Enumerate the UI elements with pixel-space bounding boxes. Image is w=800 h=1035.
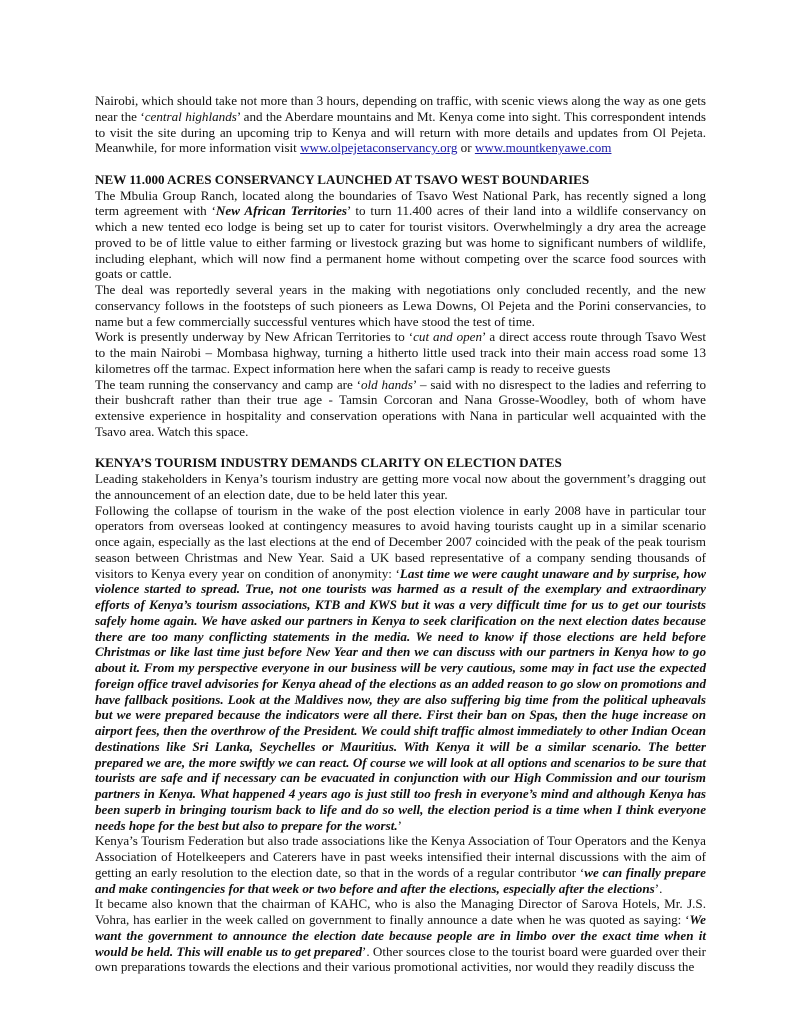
- tsavo-paragraph-4: [95, 377, 706, 440]
- emphasis-cut-and-open: cut and open: [413, 329, 483, 345]
- emphasis-new-african-territories: New African Territories: [215, 203, 348, 219]
- text: The team running the conservancy and camp are ‘: [95, 376, 361, 392]
- text: ’.: [654, 880, 663, 896]
- quote-vohra: We want the government to announce the election date because people are in limbo over the exact time when it would be held. This will enable us to get prepared: [95, 912, 706, 959]
- intro-text-2: ’ and the Aberdare mountains and Mt. Kenya come into sight. This correspondent intends to visit the site during an upcoming trip to Kenya and will return with more details and updates from Ol Pejeta. Meanwhile, for more information visit: [95, 108, 707, 156]
- text: Kenya’s Tourism Federation but also trade associations like the Kenya Association of Tour Operators and the Kenya Association of Hotelkeepers and Caterers have in past weeks intensified their internal discussions with the aim of getting an early resolution to the election date, so that in the words of a regular contributor ‘: [95, 833, 706, 880]
- tsavo-paragraph-2: The deal was reportedly several years in the making with negotiations only concluded recently, and the new conservancy follows in the footsteps of such pioneers as Lewa Downs, Ol Pejeta and the Porini conservancies, to name but a few commercially successful ventures which have stood the test of time.: [95, 282, 706, 329]
- text: ’. Other sources close to the tourist board were guarded over their own preparations towards the elections and their various promotional activities, nor would they readily discuss the: [95, 943, 706, 975]
- text: It became also known that the chairman of KAHC, who is also the Managing Director of Sarova Hotels, Mr. J.S. Vohra, has earlier in the week called on government to finally announce a date when he was quoted as saying: ‘: [95, 896, 706, 927]
- intro-paragraph: [95, 93, 706, 156]
- text: The Mbulia Group Ranch, located along the boundaries of Tsavo West National Park, has recently signed a long term agreement with ‘: [95, 187, 706, 219]
- document-page: [95, 93, 706, 975]
- text: ’ – said with no disrespect to the ladies and referring to their bushcraft rather than their true age - Tamsin Corcoran and Nana Grosse-Woodley, both of whom have extensive experience in hospitality and conservation operations with Nana in particular well acquainted with the Tsavo area. Watch this space.: [95, 376, 707, 439]
- text: Following the collapse of tourism in the wake of the post election violence in early 2008 have in particular tour operators from overseas looked at contingency measures to avoid having tourists caught up in a similar scenario once again, especially as the last elections at the end of December 2007 coincided with the peak of the peak tourism season between Christmas and New Year. Said a UK based representative of a company sending thousands of visitors to Kenya every year on condition of anonymity: ‘: [95, 502, 706, 581]
- text: ’ to turn 11.400 acres of their land into a wildlife conservancy on which a new tented eco lodge is being set up to cater for tourist visitors. Overwhelmingly a dry area the acreage proved to be of little value to either farming or livestock grazing but was home to significant numbers of wildlife, including elephant, which will now find a permanent home without competing over the scarce food sources with goats or cattle.: [95, 203, 706, 282]
- tsavo-paragraph-3: [95, 329, 706, 376]
- section-heading-elections: KENYA’S TOURISM INDUSTRY DEMANDS CLARITY ON ELECTION DATES: [95, 455, 562, 471]
- intro-italic-central-highlands: central highlands: [144, 108, 237, 124]
- text: ’ a direct access route through Tsavo West to the main Nairobi – Mombasa highway, turning a hitherto little used track into their main access road some 13 kilometres off the tarmac. Expect information here when the safari camp is ready to receive guests: [95, 329, 707, 376]
- text: ’: [397, 817, 402, 833]
- intro-or: or: [457, 140, 475, 156]
- elections-paragraph-4: [95, 896, 706, 975]
- elections-paragraph-2: [95, 503, 706, 834]
- elections-paragraph-3: [95, 833, 706, 896]
- spacer: [95, 440, 706, 456]
- text: Work is presently underway by New African Territories to ‘: [95, 329, 414, 345]
- emphasis-old-hands: old hands: [361, 376, 413, 392]
- tsavo-paragraph-1: [95, 188, 706, 283]
- elections-paragraph-1: Leading stakeholders in Kenya’s tourism industry are getting more vocal now about the government’s dragging out the announcement of an election date, due to be held later this year.: [95, 471, 706, 502]
- quote-regular-contributor: we can finally prepare and make contingencies for that week or two before and after the elections, especially after the elections: [95, 864, 706, 896]
- mountkenya-link[interactable]: www.mountkenyawe.com: [474, 140, 612, 156]
- olpejeta-link[interactable]: www.olpejetaconservancy.org: [300, 140, 458, 156]
- section-heading-tsavo: NEW 11.000 ACRES CONSERVANCY LAUNCHED AT TSAVO WEST BOUNDARIES: [95, 171, 590, 187]
- intro-text-1: Nairobi, which should take not more than 3 hours, depending on traffic, with scenic views along the way as one gets near the ‘: [95, 93, 706, 124]
- quote-uk-representative: Last time we were caught unaware and by surprise, how violence started to spread. True, not one tourists was harmed as a result of the exemplary and extraordinary efforts of Kenya’s tourism associations, KTB and KWS but it was a very difficult time for us to get our tourists safely home again. We have asked our partners in Kenya to seek clarification on the next election dates because there are too many conflicting statements in the media. We need to know if those elections are held before Christmas or like last time just before New Year and then we can discuss with our partners in Kenya how to go about it. From my perspective everyone in our business will be very cautious, some may in fact use the expected foreign office travel advisories for Kenya ahead of the elections as an added reason to go slow on promotions and have fallback positions. Look at the Maldives now, they are also suffering big time from the political upheavals but we were prepared because the indicators were all there. First their ban on Spas, then the huge increase on airport fees, then the overthrow of the President. We could shift traffic almost immediately to other Indian Ocean destinations like Sri Lanka, Seychelles or Mauritius. With Kenya it will be a similar scenario. The better prepared we are, the more swiftly we can react. Of course we will look at all options and scenarios to be sure that tourists are safe and if necessary can be evacuated in conjunction with our High Commission and our tourism partners in Kenya. What happened 4 years ago is just still too fresh in everyone’s mind and although Kenya has been superb in bringing tourism back to life and do so well, the election period is a time when I think everyone needs hope for the best but also to prepare for the worst.: [95, 565, 706, 833]
- spacer: [95, 156, 706, 172]
